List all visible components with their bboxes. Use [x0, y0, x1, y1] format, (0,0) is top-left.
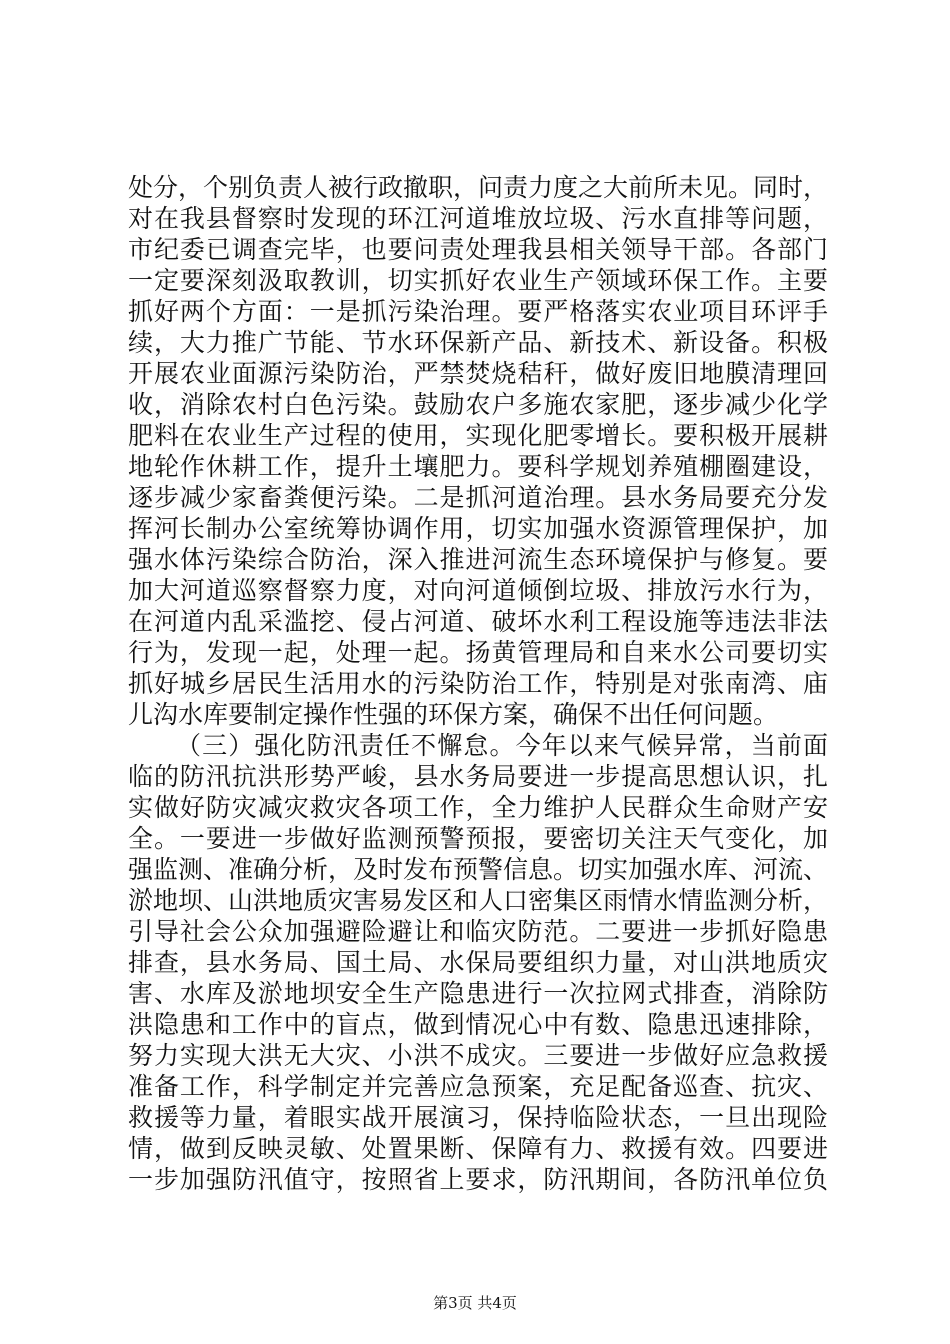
text-line: 处分，个别负责人被行政撤职，问责力度之大前所未见。同时，	[128, 173, 829, 202]
text-line: 淤地坝、山洪地质灾害易发区和人口密集区雨情水情监测分析，	[128, 886, 829, 915]
text-line: 抓好城乡居民生活用水的污染防治工作，特别是对张南湾、庙	[128, 669, 828, 698]
page-footer: 第3页 共4页	[433, 1294, 517, 1312]
text-line: 对在我县督察时发现的环江河道堆放垃圾、污水直排等问题，	[128, 204, 828, 233]
text-line: 逐步减少家畜粪便污染。二是抓河道治理。县水务局要充分发	[128, 483, 828, 512]
text-line: 救援等力量，着眼实战开展演习，保持临险状态，一旦出现险	[128, 1103, 828, 1132]
text-line: 实做好防灾减灾救灾各项工作，全力维护人民群众生命财产安	[128, 793, 828, 822]
text-line: 排查，县水务局、国土局、水保局要组织力量，对山洪地质灾	[128, 948, 828, 977]
text-line: 收，消除农村白色污染。鼓励农户多施农家肥，逐步减少化学	[128, 390, 828, 419]
text-line: 肥料在农业生产过程的使用，实现化肥零增长。要积极开展耕	[128, 421, 828, 450]
text-line: 行为，发现一起，处理一起。扬黄管理局和自来水公司要切实	[128, 638, 828, 667]
text-line: 引导社会公众加强避险避让和临灾防范。二要进一步抓好隐患	[128, 917, 828, 946]
text-line: 挥河长制办公室统筹协调作用，切实加强水资源管理保护，加	[128, 514, 828, 543]
text-line: 努力实现大洪无大灾、小洪不成灾。三要进一步做好应急救援	[128, 1041, 828, 1070]
text-line: 抓好两个方面：一是抓污染治理。要严格落实农业项目环评手	[128, 297, 828, 326]
text-line: 害、水库及淤地坝安全生产隐患进行一次拉网式排查，消除防	[128, 979, 828, 1008]
text-line: 强监测、准确分析，及时发布预警信息。切实加强水库、河流、	[128, 855, 829, 884]
text-line: 一定要深刻汲取教训，切实抓好农业生产领域环保工作。主要	[128, 266, 828, 295]
text-line: 儿沟水库要制定操作性强的环保方案，确保不出任何问题。	[128, 700, 779, 729]
text-line: 开展农业面源污染防治，严禁焚烧秸秆，做好废旧地膜清理回	[128, 359, 828, 388]
text-line: 加大河道巡察督察力度，对向河道倾倒垃圾、排放污水行为，	[128, 576, 828, 605]
text-line: 地轮作休耕工作，提升土壤肥力。要科学规划养殖棚圈建设，	[128, 452, 828, 481]
text-line: 全。一要进一步做好监测预警预报，要密切关注天气变化，加	[128, 824, 828, 853]
text-line: 一步加强防汛值守，按照省上要求，防汛期间，各防汛单位负	[128, 1165, 828, 1194]
text-line: 情，做到反映灵敏、处置果断、保障有力、救援有效。四要进	[128, 1134, 828, 1163]
text-line: 洪隐患和工作中的盲点，做到情况心中有数、隐患迅速排除，	[128, 1010, 828, 1039]
text-line: 在河道内乱采滥挖、侵占河道、破坏水利工程设施等违法非法	[128, 607, 828, 636]
text-line: 市纪委已调查完毕，也要问责处理我县相关领导干部。各部门	[128, 235, 828, 264]
text-line: 强水体污染综合防治，深入推进河流生态环境保护与修复。要	[128, 545, 828, 574]
text-line: 准备工作，科学制定并完善应急预案，充足配备巡查、抗灾、	[128, 1072, 828, 1101]
text-line: 临的防汛抗洪形势严峻，县水务局要进一步提高思想认识，扎	[128, 762, 828, 791]
body-text	[128, 172, 828, 1195]
text-line: 续，大力推广节能、节水环保新产品、新技术、新设备。积极	[128, 328, 828, 357]
text-line: （三）强化防汛责任不懈怠。今年以来气候异常，当前面	[176, 731, 828, 760]
